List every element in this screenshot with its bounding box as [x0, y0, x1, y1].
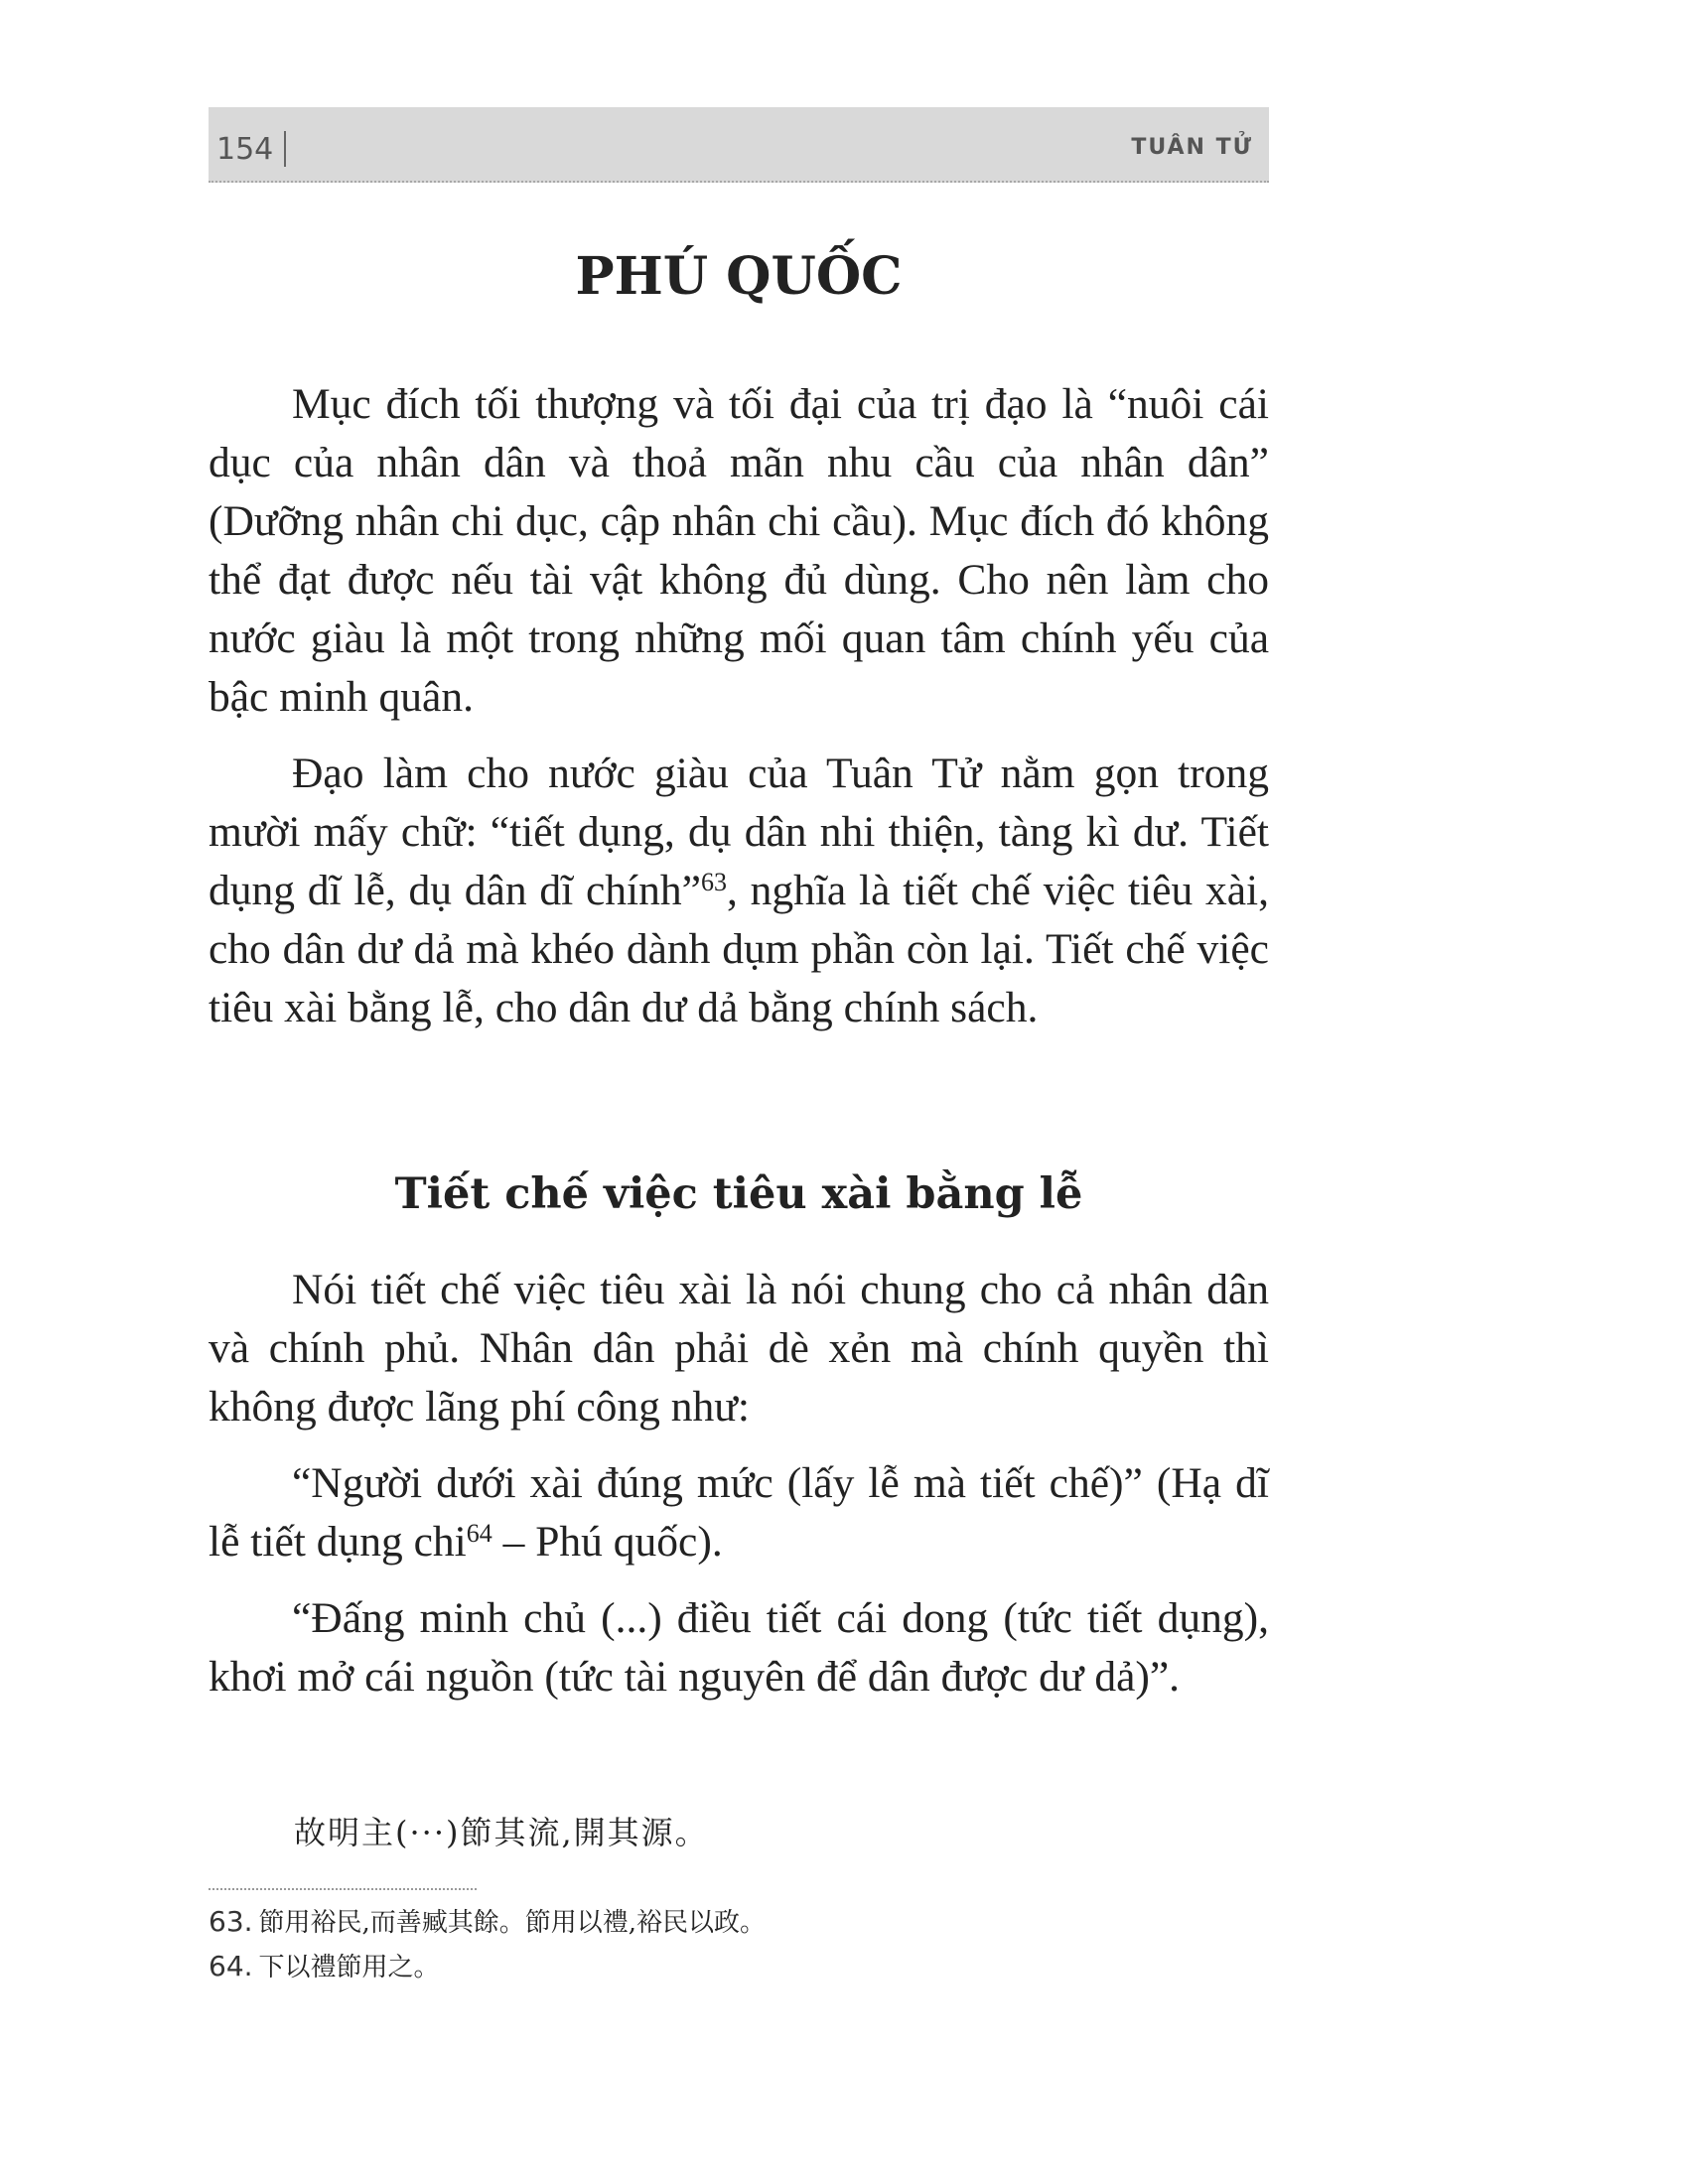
section-paragraph-3: “Đấng minh chủ (...) điều tiết cái dong (tức tiết dụng), khơi mở cái nguồn (tức tài nguyên để dân được dư dả)”. [209, 1594, 1269, 1701]
section-title: Tiết chế việc tiêu xài bằng lễ [394, 1169, 1083, 1219]
section-paragraph-1: Nói tiết chế việc tiêu xài là nói chung cho cả nhân dân và chính phủ. Nhân dân phải dè xẻn mà chính quyền thì không được lãng phí công như: [209, 1266, 1269, 1431]
page-header [209, 107, 1269, 183]
section-paragraph-2-text-cont: – Phú quốc). [492, 1518, 723, 1566]
intro-paragraph-2-text: Đạo làm cho nước giàu của Tuân Tử nằm gọn trong mười mấy chữ: “tiết dụng, dụ dân nhi thiện, tàng kì dư. Tiết dụng dĩ lễ, dụ dân dĩ chính” [209, 750, 1269, 914]
footnote-63 [209, 1900, 1269, 1945]
chapter-title: PHÚ QUỐC [575, 246, 903, 307]
footnote-ref-63[interactable]: 63 [700, 868, 727, 896]
intro-paragraph-2 [209, 745, 1269, 1037]
footnote-ref-64[interactable]: 64 [466, 1519, 492, 1548]
header-separator [284, 131, 286, 167]
chinese-quote: 故明主(···)節其流,開其源。 [294, 1814, 709, 1851]
intro-text [209, 375, 1269, 1055]
footnote-divider [209, 1888, 477, 1890]
section-paragraph-2 [209, 1454, 1269, 1571]
intro-paragraph-1: Mục đích tối thượng và tối đại của trị đạo là “nuôi cái dục của nhân dân và thoả mãn nhu cầu của nhân dân” (Dưỡng nhân chi dục, cập nhân chi cầu). Mục đích đó không thể đạt được nếu tài vật không đủ dùng. Cho nên làm cho nước giàu là một trong những mối quan tâm chính yếu của bậc minh quân. [209, 380, 1269, 721]
footnote-64 [209, 1945, 1269, 1989]
footnote-text: 節用裕民,而善臧其餘。節用以禮,裕民以政。 [258, 1908, 767, 1938]
section-paragraph-2-text: “Người dưới xài đúng mức (lấy lễ mà tiết chế)” (Hạ dĩ lễ tiết dụng chi [209, 1459, 1269, 1566]
page-number: 154 [216, 132, 274, 167]
footnote-text: 下以禮節用之。 [258, 1953, 440, 1982]
footnote-number: 64. [209, 1950, 253, 1982]
section-text [209, 1261, 1269, 1724]
running-title: TUÂN TỬ [1131, 135, 1253, 160]
footnote-number: 63. [209, 1905, 253, 1938]
intro-paragraph-2-text-cont: , nghĩa là tiết chế việc tiêu xài, cho dân dư dả mà khéo dành dụm phần còn lại. Tiết chế việc tiêu xài bằng lễ, cho dân dư dả bằng chính sách. [209, 867, 1269, 1031]
footnotes [209, 1900, 1269, 1989]
